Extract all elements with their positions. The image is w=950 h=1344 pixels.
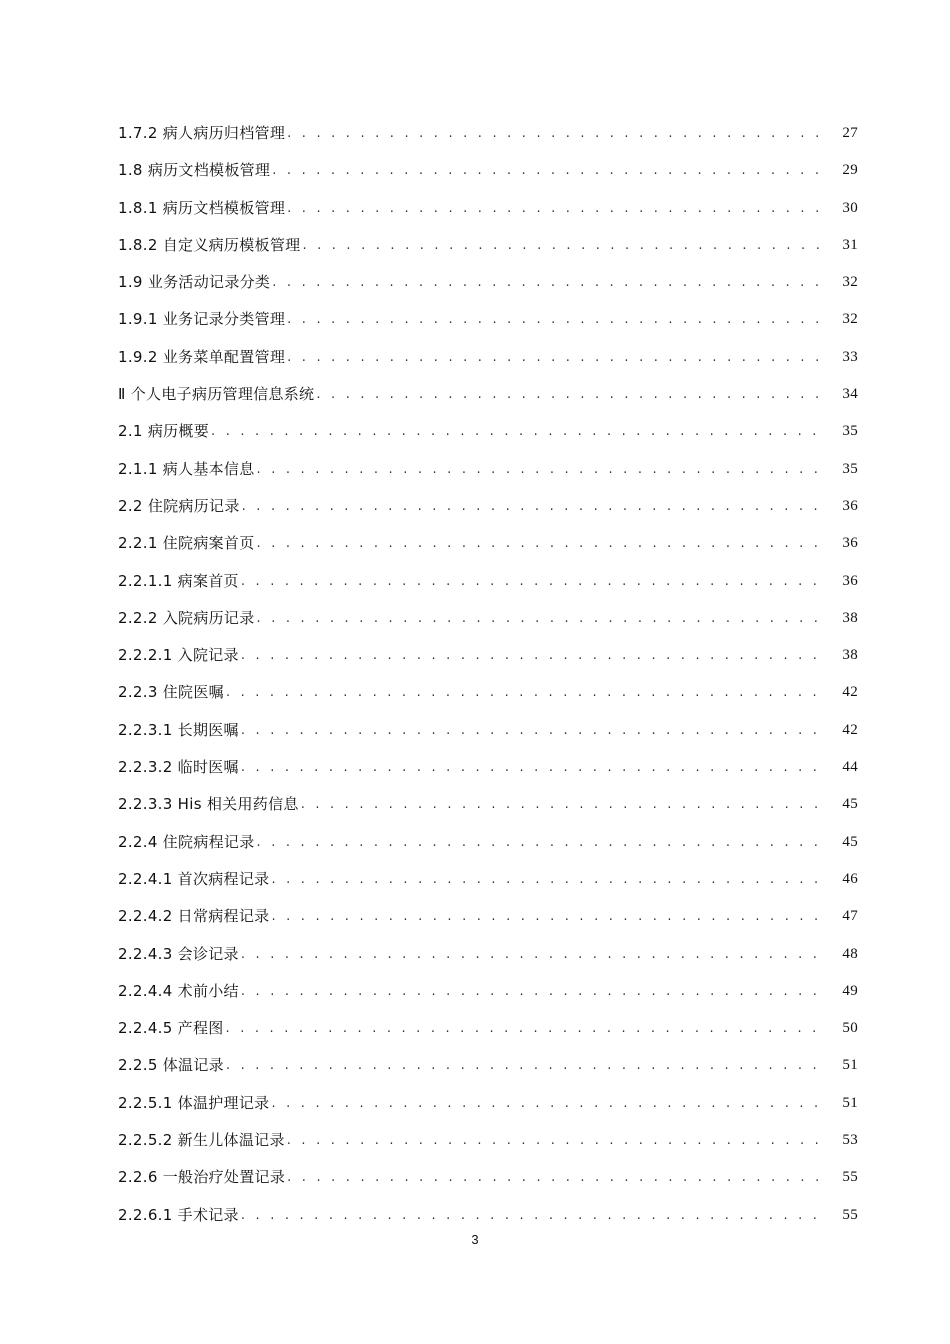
- toc-entry[interactable]: [118, 301, 858, 338]
- toc-entry[interactable]: [118, 674, 858, 711]
- toc-entry[interactable]: [118, 749, 858, 786]
- toc-entry[interactable]: [118, 1122, 858, 1159]
- toc-dot-leader: [287, 1122, 824, 1159]
- toc-entry-page: 36: [842, 572, 858, 589]
- toc-entry[interactable]: [118, 637, 858, 674]
- toc-entry[interactable]: [118, 936, 858, 973]
- toc-entry-title: 1.9.1 业务记录分类管理: [118, 310, 286, 329]
- toc-entry-title: Ⅱ 个人电子病历管理信息系统: [118, 385, 315, 404]
- toc-dot-leader: [257, 600, 824, 637]
- toc-entry-title: 2.2.3.2 临时医嘱: [118, 758, 239, 777]
- toc-entry-page: 35: [842, 460, 858, 477]
- toc-entry[interactable]: [118, 227, 858, 264]
- toc-entry-page: 50: [842, 1020, 858, 1037]
- toc-entry-title: 1.7.2 病人病历归档管理: [118, 124, 286, 142]
- toc-entry-page: 42: [842, 684, 858, 701]
- toc-entry-page: 47: [842, 908, 858, 925]
- page-number: 3: [471, 1232, 479, 1247]
- toc-entry-title: 2.2.4.3 会诊记录: [118, 944, 239, 963]
- toc-dot-leader: [301, 786, 824, 823]
- toc-entry-page: 42: [842, 721, 858, 738]
- toc-entry-title: 2.2.4.1 首次病程记录: [118, 869, 270, 888]
- toc-entry-title: 2.2.1 住院病案首页: [118, 534, 255, 553]
- toc-entry-page: 36: [842, 535, 858, 552]
- toc-entry-page: 44: [842, 759, 858, 776]
- toc-entry-page: 51: [842, 1057, 858, 1074]
- toc-entry-page: 45: [842, 833, 858, 850]
- toc-entry-page: 30: [842, 199, 858, 216]
- toc-entry-page: 48: [842, 945, 858, 962]
- toc-entry-title: 2.2.2 入院病历记录: [118, 608, 255, 627]
- toc-entry-page: 32: [842, 311, 858, 328]
- toc-dot-leader: [241, 1197, 824, 1234]
- toc-entry-page: 38: [842, 609, 858, 626]
- toc-entry[interactable]: [118, 600, 858, 637]
- toc-entry-title: 1.8.2 自定义病历模板管理: [118, 235, 301, 254]
- toc-dot-leader: [241, 637, 824, 674]
- toc-entry[interactable]: [118, 786, 858, 823]
- toc-entry-title: 2.2.6 一般治疗处置记录: [118, 1168, 286, 1187]
- toc-entry[interactable]: [118, 1010, 858, 1047]
- toc-dot-leader: [242, 488, 824, 525]
- toc-entry[interactable]: [118, 1085, 858, 1122]
- toc-entry-page: 29: [842, 162, 858, 179]
- toc-entry-title: 2.2.2.1 入院记录: [118, 646, 239, 665]
- toc-dot-leader: [316, 376, 824, 413]
- toc-entry-page: 53: [842, 1132, 858, 1149]
- toc-entry[interactable]: [118, 488, 858, 525]
- toc-dot-leader: [271, 898, 824, 935]
- toc-entry-title: 1.9.2 业务菜单配置管理: [118, 347, 286, 366]
- toc-entry-page: 51: [842, 1094, 858, 1111]
- toc-entry-title: 2.2.5 体温记录: [118, 1056, 224, 1075]
- toc-entry[interactable]: [118, 152, 858, 189]
- toc-entry[interactable]: [118, 824, 858, 861]
- toc-dot-leader: [241, 712, 824, 749]
- toc-entry[interactable]: [118, 973, 858, 1010]
- toc-dot-leader: [272, 264, 824, 301]
- toc-dot-leader: [257, 824, 824, 861]
- toc-entry-page: 49: [842, 982, 858, 999]
- toc-dot-leader: [241, 936, 824, 973]
- toc-entry[interactable]: [118, 115, 858, 152]
- toc-entry-page: 45: [842, 796, 858, 813]
- toc-entry-page: 32: [842, 274, 858, 291]
- toc-entry-page: 36: [842, 497, 858, 514]
- toc-dot-leader: [257, 525, 824, 562]
- toc-dot-leader: [211, 413, 824, 450]
- toc-dot-leader: [287, 115, 824, 152]
- toc-entry[interactable]: [118, 1197, 858, 1234]
- toc-entry-title: 2.2.6.1 手术记录: [118, 1205, 239, 1224]
- table-of-contents: [118, 115, 858, 1234]
- toc-dot-leader: [287, 190, 824, 227]
- toc-entry-title: 1.8.1 病历文档模板管理: [118, 198, 286, 217]
- toc-entry-title: 2.2.3.3 His 相关用药信息: [118, 795, 299, 814]
- toc-dot-leader: [226, 1010, 824, 1047]
- toc-entry-page: 46: [842, 870, 858, 887]
- toc-dot-leader: [287, 1159, 824, 1196]
- toc-entry-title: 2.2.3 住院医嘱: [118, 683, 224, 702]
- toc-dot-leader: [241, 749, 824, 786]
- toc-entry-title: 2.2 住院病历记录: [118, 496, 240, 515]
- toc-entry-title: 2.2.1.1 病案首页: [118, 571, 239, 590]
- toc-entry[interactable]: [118, 898, 858, 935]
- toc-entry-title: 2.2.5.2 新生儿体温记录: [118, 1131, 285, 1150]
- toc-entry[interactable]: [118, 413, 858, 450]
- toc-dot-leader: [271, 861, 824, 898]
- toc-entry-title: 2.1.1 病人基本信息: [118, 459, 255, 478]
- toc-entry-page: 34: [842, 386, 858, 403]
- toc-entry-page: 55: [842, 1206, 858, 1223]
- toc-entry[interactable]: [118, 376, 858, 413]
- toc-entry[interactable]: [118, 264, 858, 301]
- toc-dot-leader: [241, 563, 824, 600]
- toc-dot-leader: [241, 973, 824, 1010]
- toc-entry-title: 1.9 业务活动记录分类: [118, 273, 271, 292]
- toc-entry[interactable]: [118, 190, 858, 227]
- toc-dot-leader: [257, 451, 824, 488]
- toc-entry-title: 1.8 病历文档模板管理: [118, 161, 271, 180]
- toc-entry-title: 2.2.3.1 长期医嘱: [118, 720, 239, 739]
- toc-entry[interactable]: [118, 451, 858, 488]
- toc-entry-title: 2.2.4 住院病程记录: [118, 832, 255, 851]
- toc-entry[interactable]: [118, 563, 858, 600]
- toc-entry-page: 35: [842, 423, 858, 440]
- toc-dot-leader: [287, 301, 824, 338]
- toc-entry[interactable]: [118, 1047, 858, 1084]
- toc-entry[interactable]: [118, 861, 858, 898]
- toc-entry-title: 2.2.4.4 术前小结: [118, 981, 239, 1000]
- toc-entry-page: 31: [842, 236, 858, 253]
- toc-entry[interactable]: [118, 712, 858, 749]
- toc-entry-page: 27: [842, 125, 858, 141]
- toc-dot-leader: [302, 227, 824, 264]
- toc-entry-title: 2.2.4.2 日常病程记录: [118, 907, 270, 926]
- toc-entry-page: 38: [842, 647, 858, 664]
- toc-entry-title: 2.2.5.1 体温护理记录: [118, 1093, 270, 1112]
- toc-entry-page: 33: [842, 348, 858, 365]
- toc-entry[interactable]: [118, 525, 858, 562]
- toc-entry-title: 2.1 病历概要: [118, 422, 210, 441]
- toc-dot-leader: [287, 339, 824, 376]
- toc-dot-leader: [271, 1085, 824, 1122]
- toc-dot-leader: [272, 152, 824, 189]
- toc-entry[interactable]: [118, 1159, 858, 1196]
- toc-entry-page: 55: [842, 1169, 858, 1186]
- toc-entry[interactable]: [118, 339, 858, 376]
- toc-dot-leader: [226, 1047, 824, 1084]
- toc-dot-leader: [226, 674, 824, 711]
- toc-entry-title: 2.2.4.5 产程图: [118, 1019, 224, 1038]
